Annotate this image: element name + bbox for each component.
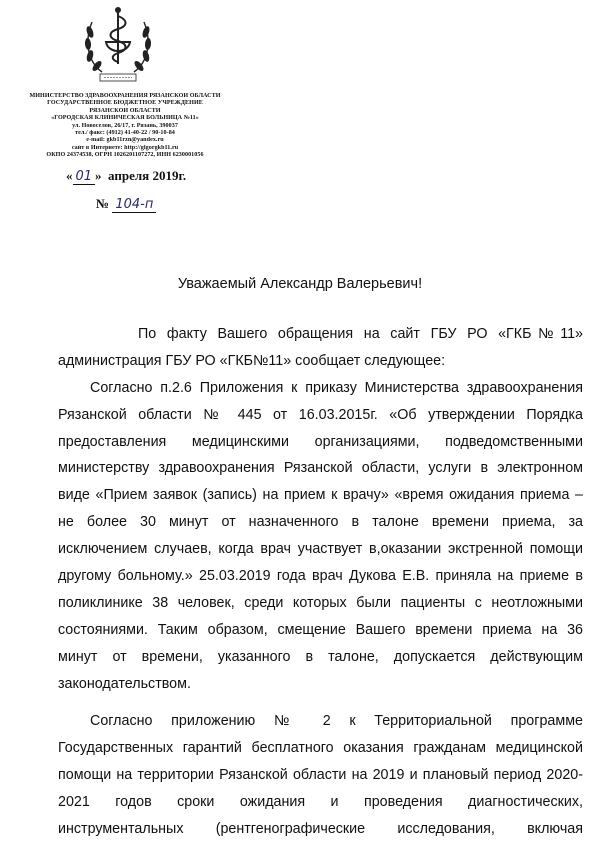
letterhead-email: e-mail: gkb11rzn@yandex.ru	[86, 137, 164, 144]
letterhead-hospital-name: «ГОРОДСКАЯ КЛИНИЧЕСКАЯ БОЛЬНИЦА №11»	[51, 115, 199, 122]
paragraph-line: не более 30 минут от назначенного в талоне времени приема, за	[58, 514, 583, 531]
paragraph-line: помощи на территории Рязанской области на 2019 и плановый период 2020-	[58, 767, 583, 784]
paragraph-line: Согласно п.2.6 Приложения к приказу Министерства здравоохранения	[90, 379, 583, 396]
letter-date	[66, 168, 186, 185]
date-month-year: апреля 2019г.	[108, 168, 187, 183]
paragraph-line: поликлинике 38 человек, среди которых были пациенты с неотложными	[58, 594, 583, 611]
letterhead	[14, 93, 236, 160]
paragraph-line: По факту Вашего обращения на сайт ГБУ РО «ГКБ№11»	[138, 326, 583, 342]
number-value-handwritten: 104-п	[112, 197, 156, 213]
date-open-quote: «	[66, 168, 73, 183]
paragraph-2	[58, 375, 583, 698]
date-close-quote: »	[95, 168, 102, 183]
paragraph-line: минут от времени, указанного в талоне, допускается действующим	[58, 648, 583, 665]
paragraph-1	[58, 321, 583, 375]
paragraph-line: Рязанской области № 445 от 16.03.2015г. «Об утверждении Порядка	[58, 406, 583, 423]
number-label: №	[96, 196, 110, 211]
letter-number	[96, 196, 156, 213]
paragraph-line: законодательством.	[58, 675, 191, 692]
paragraph-3	[58, 708, 583, 842]
paragraph-line: инструментальных (рентгенографические исследования, включая	[58, 821, 583, 838]
paragraph-line: Государственных гарантий бесплатного оказания гражданам медицинской	[58, 740, 583, 757]
hospital-emblem-icon	[78, 2, 158, 84]
paragraph-line: виде «Прием заявок (запись) на прием к врачу» «время ожидания приема –	[58, 487, 583, 504]
paragraph-line: состояниями. Таким образом, смещение Вашего времени приема на 36	[58, 621, 583, 638]
greeting: Уважаемый Александр Валерьевич!	[177, 276, 423, 292]
paragraph-line: 2021 годов сроки ожидания и проведения диагностических,	[58, 794, 583, 811]
letterhead-phone-fax: тел./ факс: (4912) 41-40-22 / 90-10-84	[75, 130, 175, 137]
letterhead-address: ул. Новоселов, 26/17, г. Рязань, 390037	[72, 122, 178, 129]
paragraph-line: предоставления медицинскими организациями, подведомственными	[58, 433, 583, 450]
paragraph-line: исключением случаев, когда врач участвует в,оказании экстренной помощи	[58, 541, 583, 558]
paragraph-line: министерству здравоохранения Рязанской области, услуги в электронном	[58, 460, 583, 477]
paragraph-line: другому больному.» 25.03.2019 года врач Дукова Е.В. приняла на приеме в	[58, 568, 583, 585]
letterhead-registry-codes: ОКПО 24374538, ОГРН 1026201107272, ИНН 6230001056	[46, 152, 204, 159]
date-day-handwritten: 01	[73, 169, 96, 185]
letterhead-region: РЯЗАНСКОЙ ОБЛАСТИ	[89, 107, 161, 114]
paragraph-line: администрация ГБУ РО «ГКБ№11» сообщает следующее:	[58, 352, 446, 369]
letter-body	[58, 321, 583, 843]
letterhead-website: сайт в Интернете: http://glgorgkb11.ru	[71, 144, 179, 151]
letterhead-institution-type: ГОСУДАРСТВЕННОЕ БЮДЖЕТНОЕ УЧРЕЖДЕНИЕ	[47, 100, 203, 107]
letterhead-ministry: МИНИСТЕРСТВО ЗДРАВООХРАНЕНИЯ РЯЗАНСКОЙ ОБЛАСТИ	[29, 93, 221, 99]
paragraph-line: Согласно приложению № 2 к Территориальной программе	[90, 713, 583, 730]
